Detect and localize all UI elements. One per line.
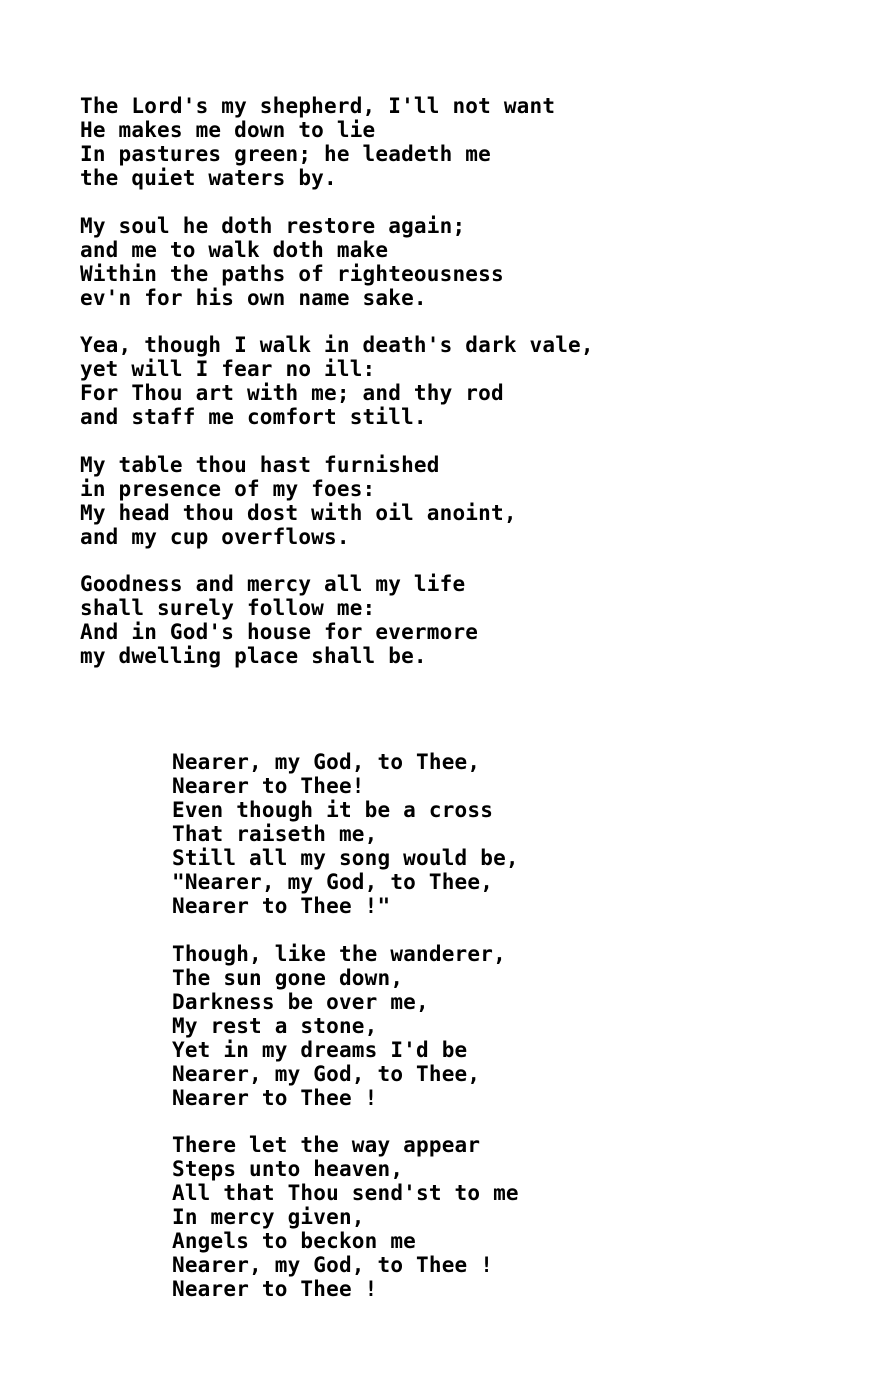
poem-line: "Nearer, my God, to Thee, bbox=[172, 870, 494, 894]
poem-line: Nearer to Thee ! bbox=[172, 1277, 378, 1301]
poem-line: For Thou art with me; and thy rod bbox=[80, 381, 504, 405]
poem-line: The sun gone down, bbox=[172, 965, 404, 990]
stanza bbox=[172, 1133, 519, 1301]
poem-line: Yet in my dreams I'd be bbox=[172, 1037, 468, 1062]
poem-line: the quiet waters by. bbox=[80, 166, 337, 190]
poem-line: Even though it be a cross bbox=[172, 798, 494, 822]
stanza bbox=[172, 750, 519, 918]
poem-line: yet will I fear no ill: bbox=[80, 357, 376, 381]
poem-line: He makes me down to lie bbox=[80, 118, 376, 142]
poem-line: Darkness be over me, bbox=[172, 989, 429, 1014]
poem-line: Nearer, my God, to Thee ! bbox=[172, 1253, 494, 1277]
stanza bbox=[80, 572, 594, 668]
poem-line: and me to walk doth make bbox=[80, 237, 389, 262]
poem-line: Nearer to Thee! bbox=[172, 774, 365, 798]
stanza bbox=[80, 453, 594, 549]
poem-line: in presence of my foes: bbox=[80, 476, 376, 501]
poem-line: The Lord's my shepherd, I'll not want bbox=[80, 94, 556, 118]
poem-line: Goodness and mercy all my life bbox=[80, 572, 466, 596]
poem-line: ev'n for his own name sake. bbox=[80, 285, 427, 310]
psalm-23-poem bbox=[80, 94, 594, 692]
poem-line: Nearer to Thee !" bbox=[172, 894, 391, 918]
poem-line: My head thou dost with oil anoint, bbox=[80, 500, 517, 525]
poem-line: and my cup overflows. bbox=[80, 524, 350, 549]
poem-line: That raiseth me, bbox=[172, 822, 378, 846]
nearer-my-god-poem bbox=[172, 750, 519, 1325]
poem-line: shall surely follow me: bbox=[80, 596, 376, 620]
poem-line: and staff me comfort still. bbox=[80, 405, 427, 429]
stanza bbox=[80, 214, 594, 310]
poem-line: My rest a stone, bbox=[172, 1013, 378, 1038]
poem-line: Nearer, my God, to Thee, bbox=[172, 1061, 481, 1086]
poem-line: All that Thou send'st to me bbox=[172, 1181, 519, 1205]
stanza bbox=[172, 942, 519, 1110]
poem-line: Though, like the wanderer, bbox=[172, 941, 506, 966]
poem-line: My table thou hast furnished bbox=[80, 452, 440, 477]
poem-line: Angels to beckon me bbox=[172, 1229, 417, 1253]
stanza bbox=[80, 333, 594, 429]
poem-line: In pastures green; he leadeth me bbox=[80, 142, 491, 166]
poem-line: There let the way appear bbox=[172, 1133, 481, 1157]
poem-line: my dwelling place shall be. bbox=[80, 644, 427, 668]
poem-line: Still all my song would be, bbox=[172, 846, 519, 870]
poem-line: And in God's house for evermore bbox=[80, 620, 479, 644]
poem-line: Nearer to Thee ! bbox=[172, 1085, 378, 1110]
poem-line: Within the paths of righteousness bbox=[80, 261, 504, 286]
poem-line: Steps unto heaven, bbox=[172, 1157, 404, 1181]
stanza bbox=[80, 94, 594, 190]
poem-line: My soul he doth restore again; bbox=[80, 213, 466, 238]
poem-line: Nearer, my God, to Thee, bbox=[172, 750, 481, 774]
poem-line: Yea, though I walk in death's dark vale, bbox=[80, 333, 594, 357]
poem-line: In mercy given, bbox=[172, 1205, 365, 1229]
